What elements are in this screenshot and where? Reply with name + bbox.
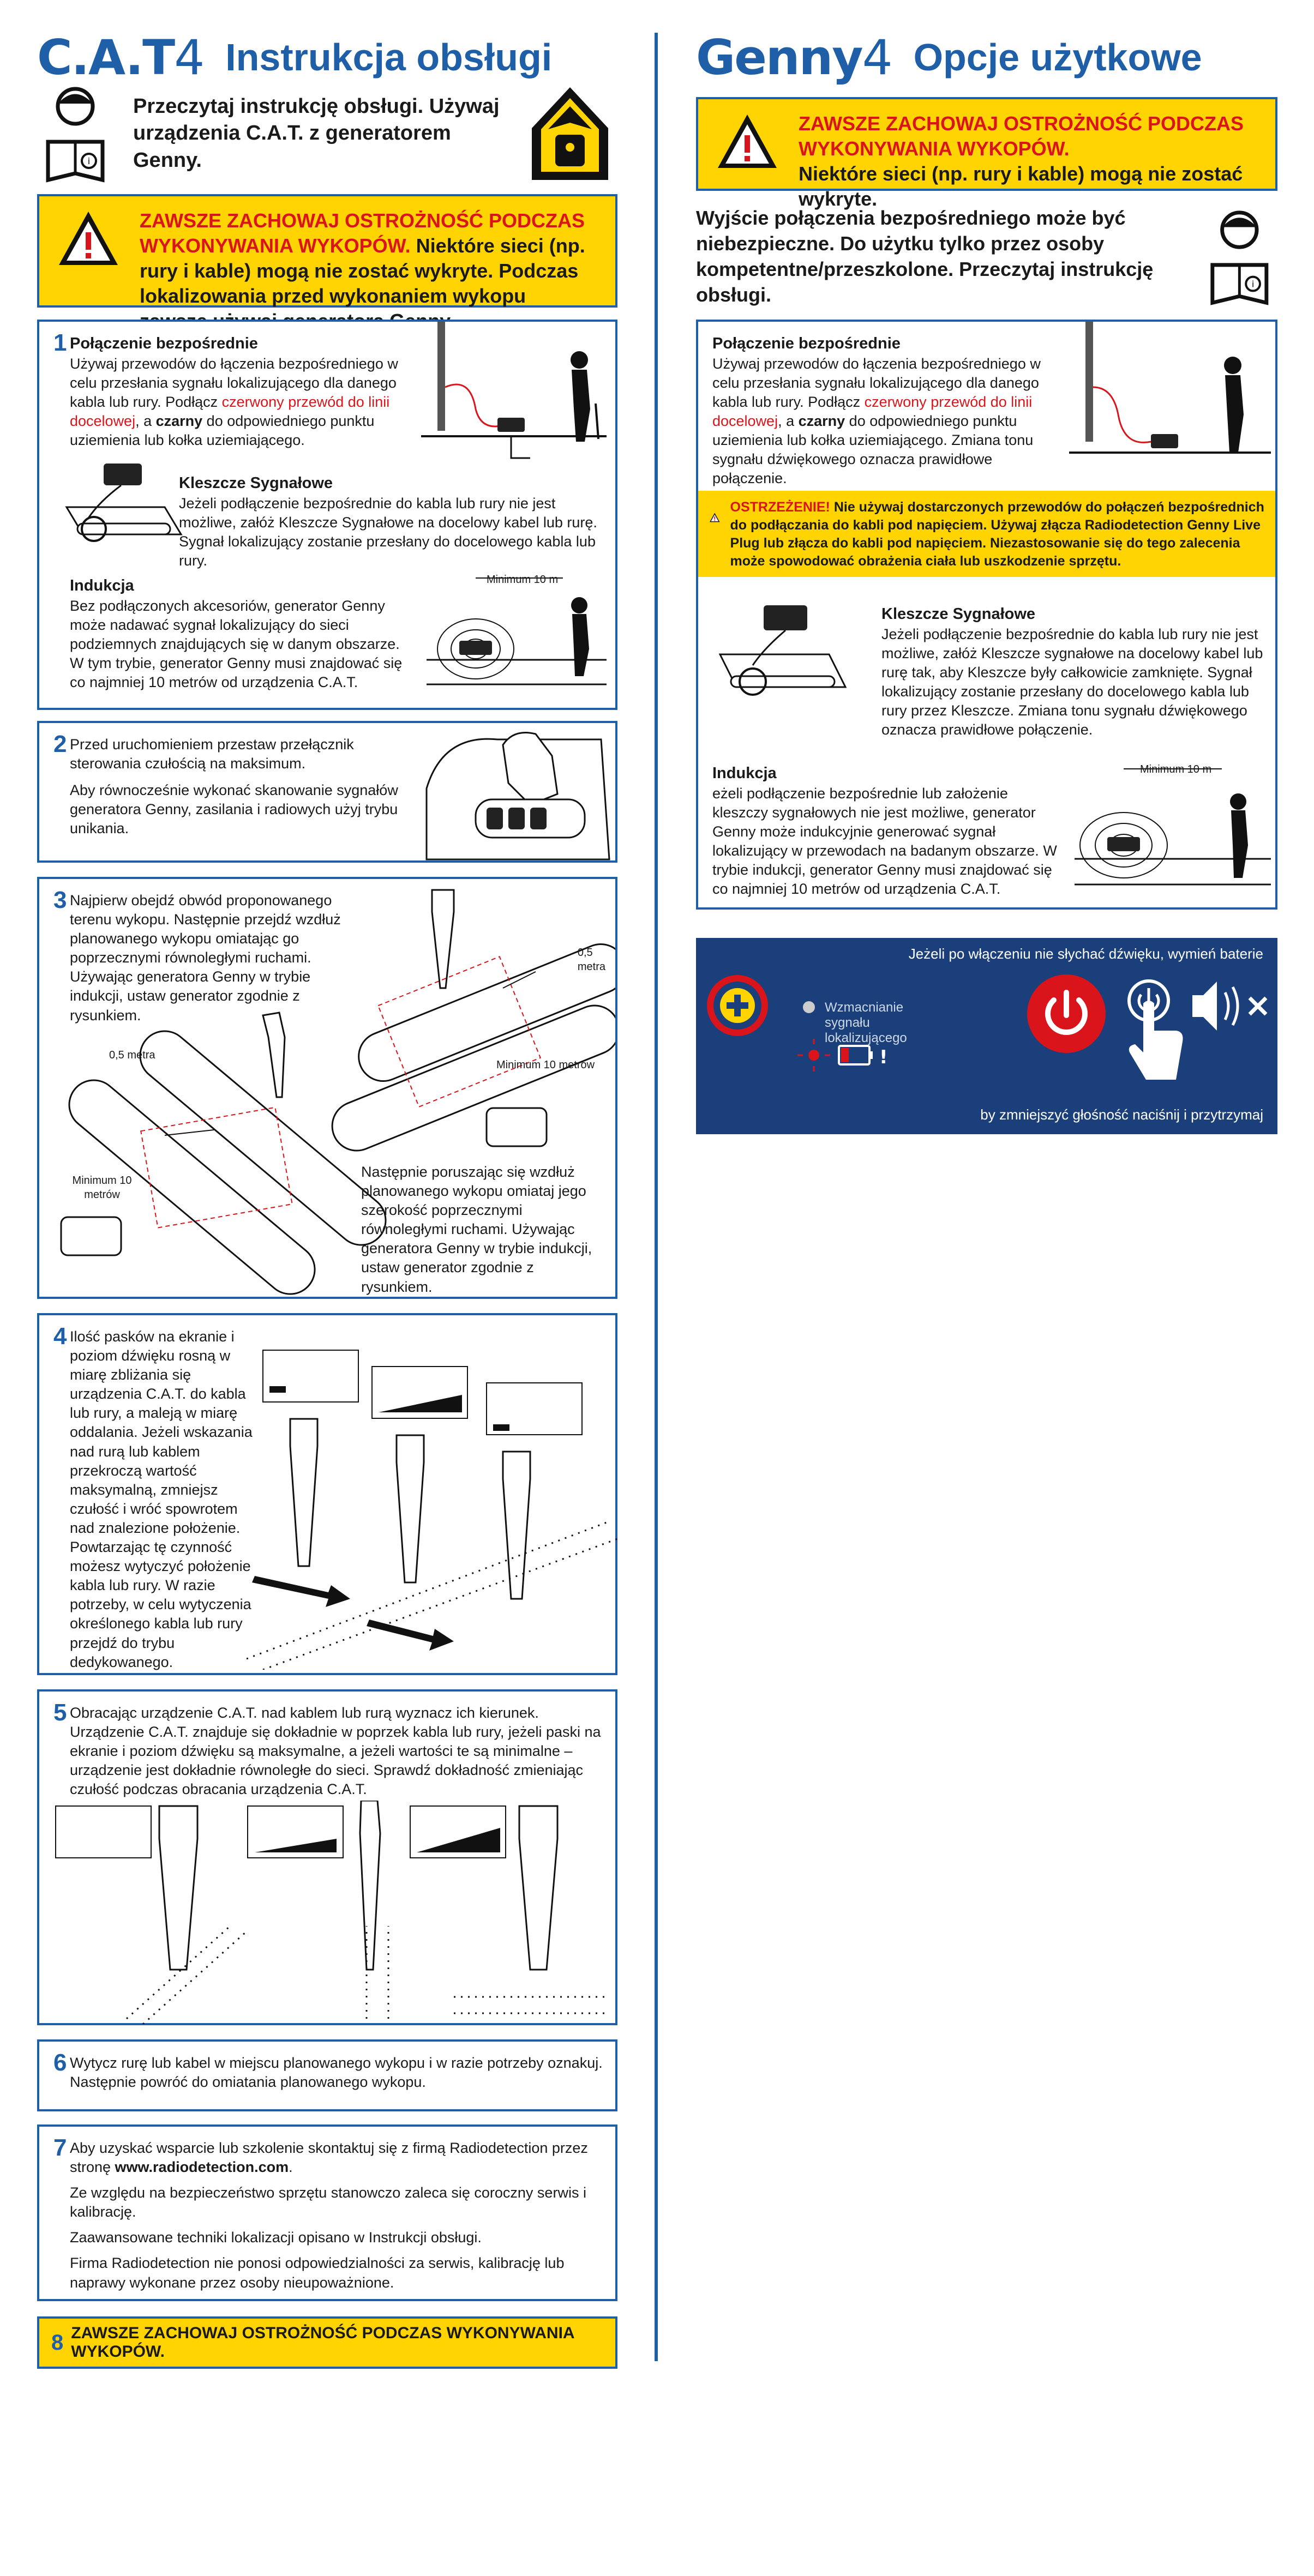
section-5 bbox=[37, 1689, 617, 2025]
s1-heading-direct: Połączenie bezpośrednie bbox=[70, 335, 258, 352]
genny-title-text: Opcje użytkowe bbox=[913, 36, 1202, 79]
cat-brand: C.A.T4 bbox=[37, 29, 204, 86]
genny-controls-panel bbox=[696, 938, 1277, 1134]
s5-text: Obracając urządzenie C.A.T. nad kablem lub rurą wyznacz ich kierunek. Urządzenie C.A.T. znajduje się dokładnie w poprzek kabla lub rury, jeżeli paski na ekranie i poziom dźwięku są maksymalne, a jeżeli wartości te są minimalne – urządzenie jest dokładnie równoległe do sieci. Sprawdź dokładność zmieniając czułość podczas obracania urządzenia C.A.T. bbox=[70, 1705, 601, 1798]
s4-text: Ilość pasków na ekranie i poziom dźwięku rosną w miarę zbliżania się urządzenia C.A.T. do kabla lub rury, a maleją w miarę oddalania. Jeżeli wskazania nad rurą lub kablem przekroczą wartość maksymalną, zmniejsz czułość i wróć spowrotem nad znalezione położenie. Powtarzając tę czynność możesz wytyczyć położenie kabla lub rury. W razie potrzeby, w celu wytyczenia określonego kabla lub rury przejdź do trybu dedykowanego. bbox=[70, 1328, 253, 1670]
cat-intro-text: Przeczytaj instrukcję obsługi. Używaj urządzenia C.A.T. z generatorem Genny. bbox=[133, 94, 500, 172]
s7-liability-text: Firma Radiodetection nie ponosi odpowiedzialności za serwis, kalibrację lub naprawy wykonane przez osoby nieupoważnione. bbox=[70, 2255, 565, 2291]
genny-caution-text: OSTRZEŻENIE! Nie używaj dostarczonych przewodów do połączeń bezpośrednich do podłączania do kabli pod napięciem. Używaj złącza Radiodetection Genny Live Plug lub złącza do kabli pod napięciem. Niezastosowanie się do tego zalecenia może spowodować obrażenia ciała lub uszkodzenie sprzętu. bbox=[730, 499, 1264, 569]
power-button-icon[interactable] bbox=[1025, 973, 1107, 1055]
svg-text:i: i bbox=[1252, 279, 1255, 290]
genny-brand: Genny4 bbox=[696, 29, 892, 86]
column-divider bbox=[655, 33, 658, 2361]
cat-title-text: Instrukcja obsługi bbox=[225, 36, 553, 79]
genny-intro bbox=[696, 205, 1277, 309]
genny-signal-clamp bbox=[881, 604, 1263, 739]
s6-text: Wytycz rurę lub kabel w miejscu planowanego wykopu i w razie potrzeby oznakuj. Następnie powróć do omiatania planowanego wykopu. bbox=[70, 2055, 603, 2091]
section-3-number: 3 bbox=[53, 887, 67, 913]
warning-triangle-icon bbox=[709, 498, 721, 537]
genny-induction bbox=[712, 763, 1061, 899]
genny-options-panel bbox=[696, 320, 1277, 910]
section-6-number: 6 bbox=[53, 2049, 67, 2076]
s1-signal-clamp bbox=[179, 473, 604, 570]
section-1 bbox=[37, 320, 617, 710]
genny-title bbox=[696, 22, 1202, 93]
boost-label: Wzmacnianie sygnału lokalizującego bbox=[825, 1000, 907, 1045]
s8-text: ZAWSZE ZACHOWAJ OSTROŻNOŚĆ PODCZAS WYKONYWANIA WYKOPÓW. bbox=[71, 2324, 574, 2361]
genny-heading-direct: Połączenie bezpośrednie bbox=[712, 335, 901, 352]
s3-min10-label-b: Minimum 10 metrów bbox=[72, 1175, 132, 1201]
svg-text:i: i bbox=[87, 156, 91, 166]
s7-text: Aby uzyskać wsparcie lub szkolenie skontaktuj się z firmą Radiodetection przez stronę www.radiodetection.com. Ze względu na bezpieczeństwo sprzętu stanowczo zaleca się coroczny serwis i kalibrację. Zaawansowane techniki lokalizacji opisano w Instrukcji obsługi. Firma Radiodetection nie ponosi odpowiedzialności za serwis, kalibrację lub naprawy wykonane przez osoby nieupoważnione. bbox=[70, 2139, 610, 2292]
radiodetection-link[interactable]: www.radiodetection.com bbox=[115, 2159, 289, 2176]
section-8 bbox=[37, 2316, 617, 2369]
s1-clamp-text: Jeżeli podłączenie bezpośrednie do kabla lub rury nie jest możliwe, załóż Kleszcze Sygnałowe na docelowy kabel lub rurę. Sygnał lokalizujący zostanie przesłany do docelowego kabla lub rury. bbox=[179, 495, 597, 569]
genny-caution-box bbox=[698, 491, 1275, 577]
section-8-number: 8 bbox=[51, 2330, 64, 2355]
genny-induction-illustration bbox=[1069, 758, 1276, 905]
volume-press-hold-icon[interactable] bbox=[1116, 971, 1280, 1085]
genny-warning-icon bbox=[529, 85, 611, 183]
signal-strength-illustration bbox=[247, 1343, 617, 1670]
section-4-number: 4 bbox=[53, 1323, 67, 1350]
genny-intro-text: Wyjście połączenia bezpośredniego może być niebezpieczne. Do użytku tylko przez osoby kompetentne/przeszkolone. Przeczytaj instrukcję obsługi. bbox=[696, 207, 1154, 306]
section-5-number: 5 bbox=[53, 1699, 67, 1726]
s7-service-text: Ze względu na bezpieczeństwo sprzętu stanowczo zaleca się coroczny serwis i kalibrację. bbox=[70, 2184, 586, 2220]
low-battery-icon bbox=[797, 1036, 890, 1074]
s2-avoidance-text: Aby równocześnie wykonać skanowanie sygnałów generatora Genny, zasilania i radiowych użyj trybu unikania. bbox=[70, 782, 398, 837]
reader-icon bbox=[1202, 205, 1277, 309]
warning-triangle-icon bbox=[715, 111, 780, 171]
section-4 bbox=[37, 1313, 617, 1675]
s2-sensitivity-text: Przed uruchomieniem przestaw przełącznik sterowania czułością na maksimum. bbox=[70, 736, 354, 772]
boost-button-icon[interactable] bbox=[705, 973, 770, 1038]
induction-illustration bbox=[421, 567, 612, 703]
s3-text-2: Następnie poruszając się wzdłuż planowanego wykopu omiataj jego szerokość poprzecznymi równoległymi ruchami. Używając generatora Genny w trybie indukcji, ustaw generator zgodnie z rysunkiem. bbox=[361, 1164, 592, 1295]
cat-warning-text: ZAWSZE ZACHOWAJ OSTROŻNOŚĆ PODCZAS WYKONYWANIA WYKOPÓW. Niektóre sieci (np. rury i kable) mogą nie zostać wykryte. Podczas lokalizowania przed wykonaniem wykopu bbox=[140, 209, 585, 308]
section-7-number: 7 bbox=[53, 2134, 67, 2161]
s2-text bbox=[70, 735, 419, 838]
cat-warning-box bbox=[37, 194, 617, 308]
genny-heading-clamp: Kleszcze Sygnałowe bbox=[881, 605, 1036, 623]
battery-note: Jeżeli po włączeniu nie słychać dźwięku, wymień baterie bbox=[908, 946, 1263, 962]
genny-heading-induction: Indukcja bbox=[712, 765, 777, 782]
section-2 bbox=[37, 721, 617, 863]
s1-induction-text: Bez podłączonych akcesoriów, generator Genny może nadawać sygnał lokalizujący do sieci podziemnych znajdujących się w danym obszarze. W tym trybie, generator Genny musi znajdować się co najmniej 10 metrów od urządzenia C.A.T. bbox=[70, 597, 403, 691]
s1-direct-connection: Połączenie bezpośrednie Używaj przewodów do łączenia bezpośredniego w celu przesłania sygnału lokalizującego dla danego kabla lub rury. Podłącz czerwony przewód do linii docelowej, a czarny do odpowiedniego punktu uziemienia lub kołka uziemiającego. bbox=[70, 334, 408, 450]
s7-advanced-text: Zaawansowane techniki lokalizacji opisano w Instrukcji obsługi. bbox=[70, 2229, 482, 2246]
genny-warning-box bbox=[696, 97, 1277, 210]
s1-heading-induction: Indukcja bbox=[70, 577, 134, 594]
genny-direct-illustration bbox=[1069, 322, 1276, 480]
genny-direct-connection: Połączenie bezpośrednie Używaj przewodów do łączenia bezpośredniego w celu przesłania sygnału lokalizującego dla danego kabla lub rury. Podłącz czerwony przewód do linii docelowej, a czarny do odpowiedniego punktu uziemienia lub kołka uziemiającego. Zmiana tonu sygnału dźwiękowego oznacza prawidłowe połączenie. bbox=[712, 334, 1061, 488]
cat-intro bbox=[37, 82, 617, 185]
s3-05m-label-b: 0,5 metra bbox=[109, 1049, 155, 1061]
led-indicator-icon bbox=[803, 1001, 815, 1013]
genny-clamp-text: Jeżeli podłączenie bezpośrednie do kabla lub rury nie jest możliwe, załóż Kleszcze sygnałowe na docelowy kabel lub rurę tak, aby Kleszcze były całkowicie zamknięte. Sygnał lokalizujący zostanie przesłany do docelowego kabla lub rury przez Kleszcze. Zmiana tonu sygnału dźwiękowego oznacza prawidłowe połączenie. bbox=[881, 625, 1263, 738]
s3-05m-label-a: 0,5 metra bbox=[577, 947, 605, 973]
s1-induction bbox=[70, 576, 408, 692]
reader-icon bbox=[37, 82, 113, 185]
s3-text-1: Najpierw obejdź obwód proponowanego terenu wykopu. Następnie przejdź wzdłuż planowanego wykopu omiatając go poprzecznymi równoległymi ruchami. Używając generatora Genny w trybie indukcji, ustaw generator zgodnie z rysunkiem. bbox=[70, 892, 341, 1024]
section-7 bbox=[37, 2124, 617, 2301]
s3-min10-label-a: Minimum 10 metrów bbox=[496, 1059, 595, 1071]
genny-clamp-illustration bbox=[709, 600, 851, 720]
section-3 bbox=[37, 877, 617, 1299]
svg-text:!: ! bbox=[879, 1046, 888, 1068]
section-6 bbox=[37, 2039, 617, 2111]
warning-triangle-icon bbox=[56, 208, 121, 268]
volume-note: by zmniejszyć głośność naciśnij i przytrzymaj bbox=[980, 1106, 1263, 1123]
signal-clamp-illustration bbox=[56, 458, 187, 567]
s1-heading-clamp: Kleszcze Sygnałowe bbox=[179, 474, 333, 492]
genny-min10-label: Minimum 10 m bbox=[1140, 763, 1212, 775]
genny-induction-text: eżeli podłączenie bezpośrednie lub założenie kleszczy sygnałowych nie jest możliwe, generator Genny może indukcyjnie generować sygnał lokalizujący w przewodach na badanym obszarze. W trybie indukcji, generator Genny musi znajdować się co najmniej 10 metrów od urządzenia C.A.T. bbox=[712, 785, 1057, 898]
section-1-number: 1 bbox=[53, 329, 67, 356]
direct-connection-illustration bbox=[421, 322, 612, 480]
genny-warning-text: ZAWSZE ZACHOWAJ OSTROŻNOŚĆ PODCZAS WYKONYWANIA WYKOPÓW. Niektóre sieci (np. rury i kable) mogą nie zostać wykryte. bbox=[799, 112, 1244, 210]
section-2-number: 2 bbox=[53, 731, 67, 757]
rotation-illustration bbox=[39, 1801, 615, 2024]
sensitivity-switch-illustration bbox=[421, 723, 617, 862]
s1-min10-label: Minimum 10 m bbox=[487, 574, 559, 586]
